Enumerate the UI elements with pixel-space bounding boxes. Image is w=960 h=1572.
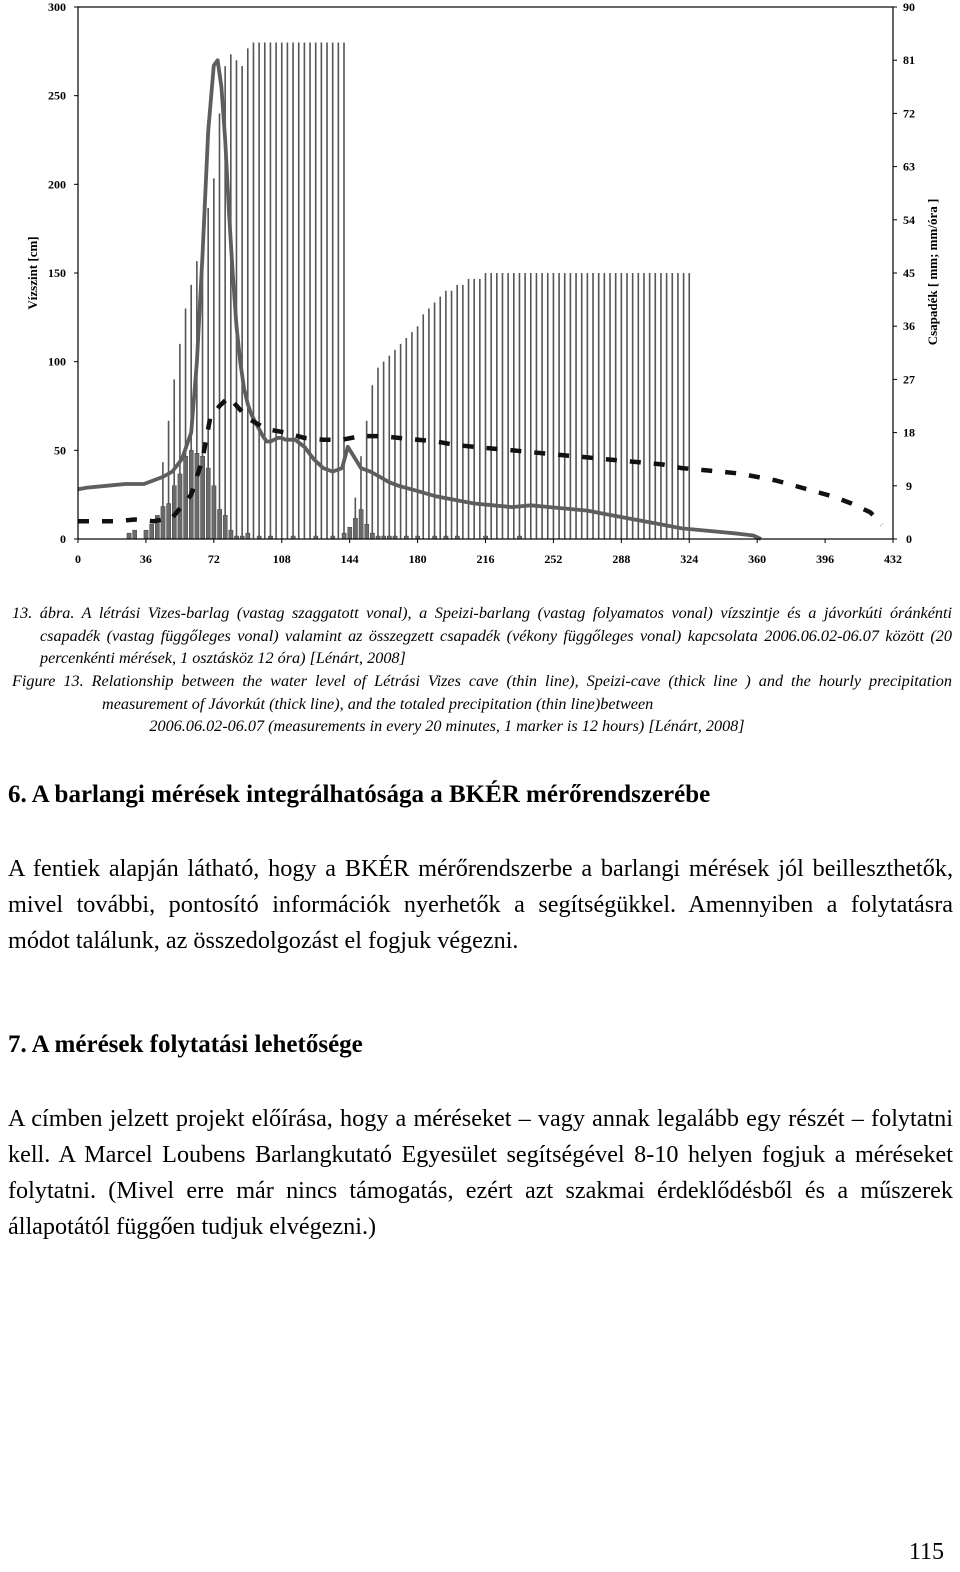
x-tick-label: 252 (544, 552, 563, 566)
x-tick-label: 144 (340, 552, 359, 566)
hourly-precipitation-bar (133, 530, 137, 539)
y-left-tick-label: 250 (48, 88, 66, 103)
section-6-paragraph: A fentiek alapján látható, hogy a BKÉR mérőrendszerbe a barlangi mérések jól beilleszthetők, mivel további, pontosító információk nyerhetők a segítségükkel. Amennyiben a folytatásra módot találunk, az összedolgozást el fogjuk végezni. (8, 855, 953, 954)
caption-en-tail: 2006.06.02-06.07 (measurements in every 20 minutes, 1 marker is 12 hours) [Lénárt, 2008] (149, 717, 745, 735)
page-number: 115 (908, 1539, 944, 1565)
hourly-precipitation-bar (206, 468, 210, 539)
hourly-precipitation-bar (150, 524, 154, 539)
y-right-tick-label: 81 (903, 53, 915, 68)
x-tick-label: 324 (680, 552, 699, 566)
x-tick-label: 432 (884, 552, 902, 566)
hourly-precipitation-bar (246, 533, 250, 539)
caption-hu-text: 13. ábra. A létrási Vizes-barlag (vastag szaggatott vonal), a Speizi-barlang (vastag folyamatos vonal) vízszintje és a jávorkúti óránkénti csapadék (vastag függőleges vonal) valamint az összegzett csapadék (vékony függőleges vonal) kapcsolata 2006.06.02-06.07 között (20 percenkénti mérések, 1 osztásköz 12 óra) [Lénárt, 2008] (12, 604, 952, 667)
y-left-tick-label: 100 (48, 354, 66, 369)
x-tick-label: 108 (272, 552, 291, 566)
y-right-tick-label: 45 (903, 266, 915, 280)
hourly-precipitation-bar (229, 530, 233, 539)
hourly-precipitation-bar (161, 506, 165, 539)
section-6-heading: 6. A barlangi mérések integrálhatósága a BKÉR mérőrendszerébe (8, 781, 711, 808)
y-right-tick-label: 36 (903, 319, 915, 334)
x-tick-label: 0 (75, 552, 81, 566)
figure-caption-hungarian (12, 602, 952, 670)
hourly-precipitation-bar (184, 456, 188, 539)
y-right-tick-label: 54 (903, 212, 915, 227)
hourly-precipitation-bar (359, 509, 363, 539)
y-right-tick-label: 90 (903, 0, 915, 14)
x-tick-label: 288 (612, 552, 631, 566)
x-tick-label: 36 (139, 552, 152, 566)
y-right-tick-label: 9 (906, 478, 912, 493)
hourly-precipitation-bar (167, 504, 171, 539)
hourly-precipitation-bar (144, 530, 148, 539)
hourly-precipitation-bar (217, 509, 221, 539)
y-left-tick-label: 300 (48, 0, 66, 14)
figure-caption-english (12, 670, 952, 738)
hourly-precipitation-bar (223, 515, 227, 539)
x-tick-label: 72 (207, 552, 220, 566)
x-tick-label: 216 (476, 552, 495, 566)
y-right-tick-label: 27 (903, 372, 915, 387)
y-right-tick-label: 72 (903, 106, 915, 121)
hourly-precipitation-bar (348, 527, 352, 539)
hourly-precipitation-bar (342, 533, 346, 539)
y-left-axis-label: Vízszint [cm] (25, 236, 40, 310)
summed-precipitation-bars (163, 42, 689, 539)
hourly-precipitation-bar (370, 533, 374, 539)
caption-en-text: Figure 13. Relationship between the water level of Létrási Vizes cave (thin line), Speizi-cave (thick line ) and the hourly precipitation measurement of Jávorkút (thick line), and the totaled precipitation (thin line)between (12, 672, 952, 713)
x-tick-label: 396 (816, 552, 835, 566)
hourly-precipitation-bar (178, 474, 182, 539)
section-7-paragraph: A címben jelzett projekt előírása, hogy a méréseket – vagy annak legalább egy részét – folytatni kell. A Marcel Loubens Barlangkutató Egyesület segítségével 8-10 helyen fogjuk a méréseket folytatni. (Mivel erre már nincs támogatás, ezért azt szakmai érdeklődésből és a műszerek állapotától függően tudjuk elvégezni.) (8, 1105, 953, 1240)
y-right-tick-label: 18 (903, 425, 915, 440)
hourly-precipitation-bar (365, 524, 369, 539)
x-tick-label: 180 (408, 552, 427, 566)
x-tick-label: 360 (748, 552, 767, 566)
water-level-precipitation-chart (0, 0, 960, 580)
y-right-axis-label: Csapadék [ mm; mm/óra ] (925, 198, 940, 346)
hourly-precipitation-bar (212, 486, 216, 539)
y-left-tick-label: 150 (48, 266, 66, 280)
y-right-tick-label: 63 (903, 159, 915, 174)
y-left-tick-label: 50 (54, 443, 66, 458)
y-left-tick-label: 0 (60, 532, 66, 546)
hourly-precipitation-bar (127, 533, 131, 539)
y-left-tick-label: 200 (48, 177, 66, 192)
y-right-tick-label: 0 (906, 532, 912, 546)
hourly-precipitation-bar (353, 518, 357, 539)
section-7-heading: 7. A mérések folytatási lehetősége (8, 1031, 363, 1058)
